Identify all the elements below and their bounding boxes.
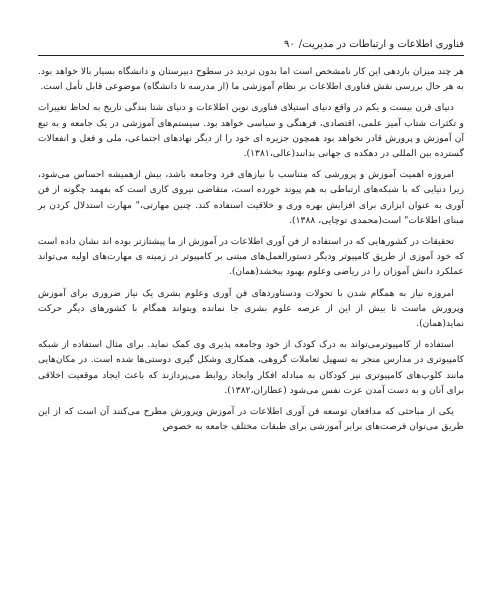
- page-number: ۹۰: [284, 39, 295, 50]
- document-page: [38, 38, 464, 440]
- paragraph: استفاده از کامپیوترمی‌تواند به درک کودک از خود وجامعه پذیری وی کمک نماید. برای مثال استفاده از شبکه کامپیوتری در مدارس منجر به تسهیل تعاملات گروهی، همکاری وشکل گیری دوستی‌ها شده است. در مکان‌هایی مانند کلوپ‌های کامپیوتری نیز کودکان به مبادله افکار وایجاد روابط می‌پردازند که باعث ایجاد موقعیت اخلاقی برای آنان و به دست آمدن عزت نفس می‌شود (عطاران،۱۳۸۲).: [38, 339, 464, 396]
- paragraph: یکی از مباحثی که مدافعان توسعه فن آوری اطلاعات در آموزش وپرورش مطرح می‌کنند آن است که از این طریق می‌توان فرصت‌های برابر آموزشی برای طبقات مختلف جامعه به خصوص: [38, 406, 464, 433]
- body-text: [38, 64, 464, 434]
- paragraph: دنیای قرن بیست و یکم در واقع دنیای استیلای فناوری نوین اطلاعات و دنیای شتا بندگی تاریخ به لحاظ تغییرات و تکثرات شتاب آمیز علمی، اقتصادی، فرهنگی و سیاسی خواهد بود. سیستم‌های آموزشی در یک جامعه و به تبع آن آموزش و پرورش قادر نخواهد بود همچون جزیره ای خود را از دیگر نهادهای اجتماعی، ملی و فعل و انفعالات گسترده بین المللی در دهکده ی جهانی بدانند(عالی،۱۳۸۱).: [38, 102, 464, 160]
- paragraph: امروزه اهمیت آموزش و پرورشی که متناسب با نیازهای فرد وجامعه باشد، بیش ازهمیشه احساس می‌شود، زیرا دنیایی که با شبکه‌های ارتباطی به هم پیوند خورده است، متقاضی نیروی کاری است که بفهمد چگونه از فن آوری به عنوان ابزاری برای افزایش بهره وری و خلاقیت استفاده کند. چنین مهارتی،" مهارت استدلال کردن بر مبنای اطلاعات" است(محمدی توچایی، ۱۳۸۸).: [38, 169, 464, 226]
- paragraph: تحقیقات در کشورهایی که در استفاده از فن آوری اطلاعات در آموزش از ما پیشتازتر بوده اند نشان داده است که خود آموزی از طریق کامپیوتر ودیگر دستورالعمل‌های مبتنی بر کامپیوتر در زمینه ی مهارت‌های اولیه می‌تواند عملکرد دانش آموزان را در ریاضی وعلوم بهبود ببخشد(همان).: [38, 236, 464, 278]
- paragraph: امروزه نیاز به همگام شدن با تحولات ودستاوردهای فن آوری وعلوم بشری یک نیاز ضروری برای آموزش وپرورش ماست تا بیش از این از عرصه علوم بشری جا نمانده وبتواند همگام با کشورهای دیگر حرکت نماید(همان).: [38, 287, 464, 330]
- running-header: [38, 38, 464, 56]
- header-title: فناوری اطلاعات و ارتباطات در مدیریت/: [298, 39, 464, 50]
- paragraph: هر چند میزان بازدهی این کار نامشخص است اما بدون تردید در سطوح دبیرستان و دانشگاه بسیار بالا خواهد بود. به هر حال بررسی نقش فناوری اطلاعات بر نظام آموزشی ما (از مدرسه تا دانشگاه) موضوعی قابل تأمل است.: [38, 66, 464, 93]
